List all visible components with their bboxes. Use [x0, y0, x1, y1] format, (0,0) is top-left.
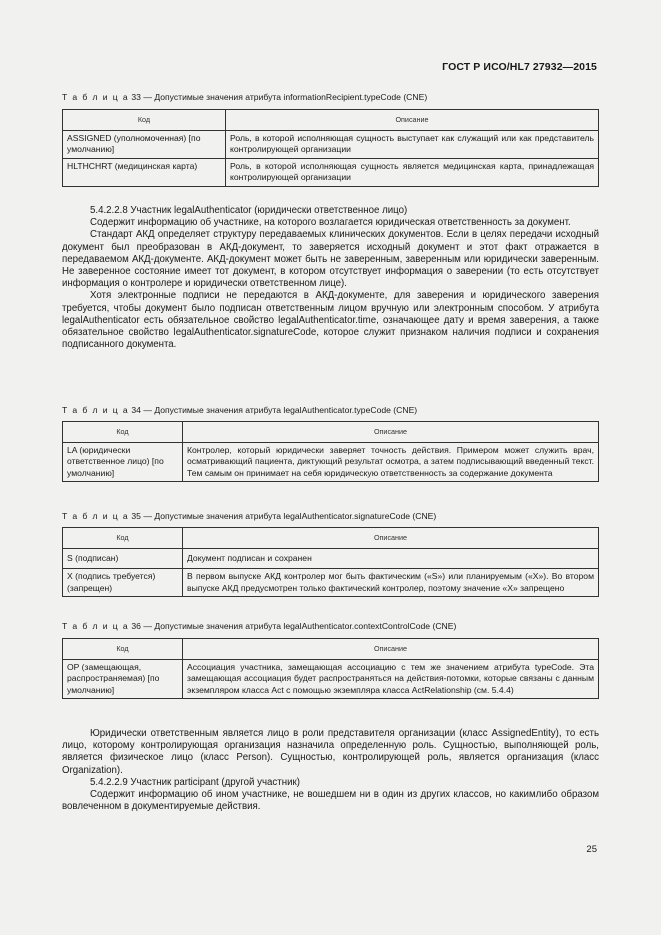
table-row [63, 158, 599, 186]
column-header-description: Описание [183, 528, 599, 549]
table-caption-text: 36 — Допустимые значения атрибута legalAuthenticator.contextControlCode (CNE) [129, 621, 457, 631]
table-35 [62, 527, 599, 597]
standard-header: ГОСТ Р ИСО/HL7 27932—2015 [442, 61, 597, 73]
description-cell: Роль, в которой исполняющая сущность является медицинская карта, принадлежащая контролирующей организации [226, 158, 599, 186]
table-row [63, 548, 599, 569]
table-caption-text: 34 — Допустимые значения атрибута legalAuthenticator.typeCode (CNE) [129, 405, 418, 415]
table-35-caption [62, 511, 436, 521]
description-cell: В первом выпуске АКД контролер мог быть фактическим («S») или планируемым («X»). Во втором выпуске АКД предусмотрен только фактический контролер, поэтому значение «X» запрещено [183, 569, 599, 597]
column-header-code: Код [63, 110, 226, 131]
table-34-caption [62, 405, 417, 415]
table-header-row [63, 639, 599, 660]
column-header-code: Код [63, 422, 183, 443]
table-caption-prefix: Т а б л и ц а [62, 621, 129, 631]
column-header-description: Описание [226, 110, 599, 131]
paragraph: Содержит информацию об участнике, на которого возлагается юридическая ответственность за документ. [90, 217, 571, 229]
table-row [63, 569, 599, 597]
table-34 [62, 421, 599, 482]
code-cell: LA (юридически ответственное лицо) [по умолчанию] [63, 442, 183, 482]
column-header-code: Код [63, 639, 183, 660]
column-header-description: Описание [183, 422, 599, 443]
table-row [63, 442, 599, 482]
description-cell: Документ подписан и сохранен [183, 548, 599, 569]
table-caption-text: 35 — Допустимые значения атрибута legalAuthenticator.signatureCode (CNE) [129, 511, 437, 521]
table-row [63, 659, 599, 699]
code-cell: HLTHCHRT (медицинская карта) [63, 158, 226, 186]
table-header-row [63, 422, 599, 443]
column-header-description: Описание [183, 639, 599, 660]
table-row [63, 130, 599, 158]
table-36 [62, 638, 599, 699]
description-cell: Ассоциация участника, замещающая ассоциацию с тем же значением атрибута typeCode. Эта замещающая ассоциация будет распространяться на действия-потомки, которые связаны с данным экземпляром класса Act с помощью экземпляра класса ActRelationship (см. 5.4.4) [183, 659, 599, 699]
code-cell: OP (замещающая, распространяемая) [по умолчанию] [63, 659, 183, 699]
paragraph: Стандарт АКД определяет структуру передаваемых клинических документов. Если в целях передачи исходный документ был преобразован в АКД-документ, то заверяется исходный документ и этот факт отражается в передаваемом АКД-документе. АКД-документ может быть не заверенным, заверенным или юридически заверенным. Не заверенное состояние имеет тот документ, в котором отсутствует информация о заверении (то есть отсутствует информация о контролере и юридически ответственном лице). [62, 229, 599, 290]
description-cell: Роль, в которой исполняющая сущность выступает как служащий или как представитель контролирующей организации [226, 130, 599, 158]
table-36-caption [62, 621, 456, 631]
paragraph: Юридически ответственным является лицо в роли представителя организации (класс AssignedEntity), то есть лицо, которому контролирующая организация назначила определенную роль. Сущностью, выполняющей роль, является физическое лицо (класс Person). Сущностью, контролирующей роль, является организация (класс Organization). [62, 728, 599, 776]
code-cell: S (подписан) [63, 548, 183, 569]
page-number: 25 [586, 844, 597, 855]
table-caption-text: 33 — Допустимые значения атрибута informationRecipient.typeCode (CNE) [129, 92, 428, 102]
table-caption-prefix: Т а б л и ц а [62, 92, 129, 102]
column-header-code: Код [63, 528, 183, 549]
table-caption-prefix: Т а б л и ц а [62, 405, 129, 415]
table-caption-prefix: Т а б л и ц а [62, 511, 129, 521]
paragraph: Хотя электронные подписи не передаются в АКД-документе, для заверения и юридического заверения требуется, чтобы документ было подписан ответственным лицом вручную или электронным способом. У атрибута legalAuthenticator есть обязательное свойство legalAuthenticator.time, означающее дату и время заверения, а также обязательное свойство legalAuthenticator.signatureCode, которое служит признаком наличия подписи и сохранения подписанного документа. [62, 290, 599, 351]
paragraph: Содержит информацию об ином участнике, не вошедшем ни в один из других классов, но какимлибо образом вовлеченном в документируемые действия. [62, 789, 599, 813]
section-5-4-2-2-8 [62, 205, 599, 351]
description-cell: Контролер, который юридически заверяет точность действия. Примером может служить врач, осматривающий пациента, диктующий результат осмотра, а затем подписывающий введенный текст. Тем самым он принимает на себя юридическую ответственность за содержание документа [183, 442, 599, 482]
table-header-row [63, 110, 599, 131]
section-heading: 5.4.2.2.8 Участник legalAuthenticator (юридически ответственное лицо) [90, 205, 408, 216]
section-heading: 5.4.2.2.9 Участник participant (другой участник) [90, 776, 300, 788]
table-33 [62, 109, 599, 187]
code-cell: ASSIGNED (уполномоченная) [по умолчанию] [63, 130, 226, 158]
table-header-row [63, 528, 599, 549]
table-33-caption [62, 92, 427, 102]
closing-section [62, 728, 599, 813]
code-cell: X (подпись требуется) (запрещен) [63, 569, 183, 597]
